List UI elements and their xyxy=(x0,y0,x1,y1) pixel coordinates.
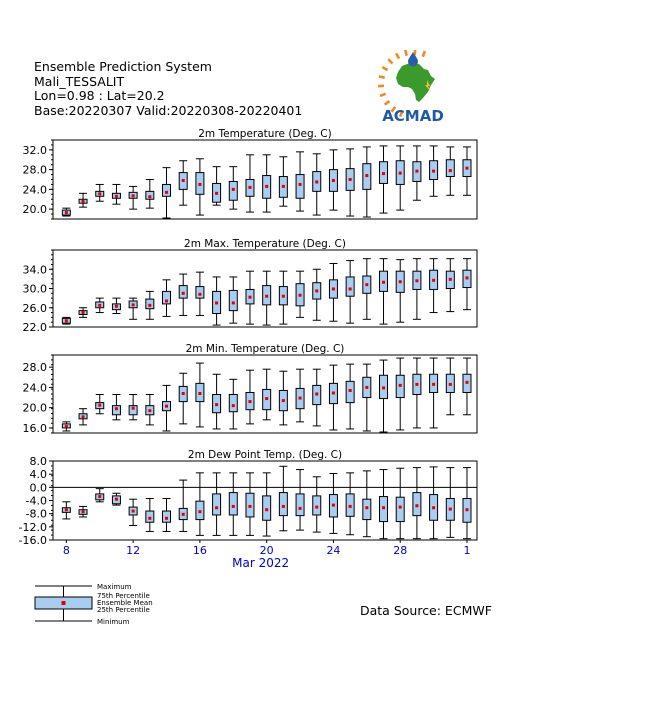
iqr-box xyxy=(296,175,304,199)
mean-marker xyxy=(315,180,318,183)
header-line-station: Mali_TESSALIT xyxy=(34,73,125,89)
y-tick-label: -8.0 xyxy=(25,507,47,521)
mean-marker xyxy=(449,278,452,281)
mean-marker xyxy=(182,179,185,182)
mean-marker xyxy=(399,280,402,283)
mean-marker xyxy=(365,174,368,177)
iqr-box xyxy=(346,277,354,296)
x-tick-label: 28 xyxy=(393,544,408,557)
x-tick-label: 1 xyxy=(463,544,471,557)
mean-marker xyxy=(232,505,235,508)
x-axis xyxy=(63,540,471,570)
panel-title: 2m Dew Point Temp. (Deg. C) xyxy=(187,449,343,461)
mean-marker xyxy=(349,505,352,508)
mean-marker xyxy=(148,517,151,520)
mean-marker xyxy=(198,392,201,395)
mean-marker xyxy=(65,319,68,322)
mean-marker xyxy=(399,506,402,509)
mean-marker xyxy=(248,505,251,508)
chart-panel-2 xyxy=(23,238,478,334)
mean-marker xyxy=(349,287,352,290)
mean-marker xyxy=(282,505,285,508)
legend-label-p75: 75th Percentile xyxy=(97,592,150,600)
y-tick-label: -16.0 xyxy=(18,534,47,547)
mean-marker xyxy=(332,179,335,182)
iqr-box xyxy=(229,290,237,310)
y-tick-label: -4.0 xyxy=(25,494,47,508)
mean-marker xyxy=(432,506,435,509)
panel-title: 2m Min. Temperature (Deg. C) xyxy=(185,343,345,355)
mean-marker xyxy=(82,200,85,203)
chart-panel-3 xyxy=(23,343,478,435)
x-tick-label: 16 xyxy=(192,544,207,557)
mean-marker xyxy=(265,295,268,298)
mean-marker xyxy=(65,211,68,214)
mean-marker xyxy=(265,185,268,188)
x-tick-label: 8 xyxy=(62,544,70,557)
legend-label-mean: Ensemble Mean xyxy=(97,599,153,607)
logo-text: ACMAD xyxy=(382,107,444,125)
mean-marker xyxy=(449,383,452,386)
mean-marker xyxy=(282,295,285,298)
mean-marker xyxy=(148,304,151,307)
iqr-box xyxy=(363,499,371,519)
iqr-box xyxy=(196,287,204,299)
mean-marker xyxy=(115,195,118,198)
mean-marker xyxy=(248,296,251,299)
mean-marker xyxy=(82,415,85,418)
mean-marker xyxy=(215,192,218,195)
y-tick-label: 30.0 xyxy=(22,282,47,296)
mean-marker xyxy=(132,194,135,197)
mean-marker xyxy=(232,404,235,407)
mean-marker xyxy=(198,183,201,186)
mean-marker xyxy=(332,391,335,394)
chart-panel-4 xyxy=(19,449,477,547)
y-tick-label: 26.0 xyxy=(22,301,47,315)
mean-marker xyxy=(265,397,268,400)
mean-marker xyxy=(315,289,318,292)
mean-marker xyxy=(248,400,251,403)
mean-marker xyxy=(148,409,151,412)
iqr-box xyxy=(396,497,404,521)
mean-marker xyxy=(382,506,385,509)
iqr-box xyxy=(346,381,354,402)
y-tick-label: 20.0 xyxy=(22,401,47,415)
mean-marker xyxy=(382,386,385,389)
legend-mean-dot xyxy=(62,601,66,605)
mean-marker xyxy=(98,192,101,195)
legend-label-maximum: Maximum xyxy=(97,583,132,591)
mean-marker xyxy=(365,386,368,389)
mean-marker xyxy=(82,510,85,513)
y-tick-label: 4.0 xyxy=(29,468,47,482)
mean-marker xyxy=(282,399,285,402)
mean-marker xyxy=(332,287,335,290)
mean-marker xyxy=(132,510,135,513)
mean-marker xyxy=(165,517,168,520)
mean-marker xyxy=(215,506,218,509)
mean-marker xyxy=(449,169,452,172)
mean-marker xyxy=(115,305,118,308)
mean-marker xyxy=(198,293,201,296)
mean-marker xyxy=(165,405,168,408)
mean-marker xyxy=(332,504,335,507)
chart-panel-1 xyxy=(23,128,478,219)
mean-marker xyxy=(132,303,135,306)
mean-marker xyxy=(182,392,185,395)
y-tick-label: 20.0 xyxy=(22,203,47,217)
mean-marker xyxy=(215,301,218,304)
y-tick-label: 32.0 xyxy=(22,143,47,157)
mean-marker xyxy=(182,292,185,295)
mean-marker xyxy=(232,301,235,304)
mean-marker xyxy=(299,507,302,510)
y-tick-label: 0.0 xyxy=(29,481,47,495)
iqr-box xyxy=(229,493,237,515)
iqr-box xyxy=(279,493,287,516)
iqr-box xyxy=(163,184,171,196)
mean-marker xyxy=(65,508,68,511)
y-tick-label: 34.0 xyxy=(22,263,47,277)
mean-marker xyxy=(265,508,268,511)
mean-marker xyxy=(365,283,368,286)
y-tick-label: 28.0 xyxy=(22,361,47,375)
mean-marker xyxy=(165,191,168,194)
iqr-box xyxy=(446,160,454,177)
mean-marker xyxy=(182,513,185,516)
mean-marker xyxy=(399,172,402,175)
month-label: Mar 2022 xyxy=(232,556,290,570)
iqr-box xyxy=(229,395,237,412)
mean-marker xyxy=(215,403,218,406)
mean-marker xyxy=(198,510,201,513)
iqr-box xyxy=(163,511,171,522)
mean-marker xyxy=(299,183,302,186)
mean-marker xyxy=(382,281,385,284)
mean-marker xyxy=(382,172,385,175)
header-line-coords: Lon=0.98 : Lat=20.2 xyxy=(34,88,165,104)
iqr-box xyxy=(313,496,321,515)
y-tick-label: 24.0 xyxy=(22,183,47,197)
mean-marker xyxy=(465,167,468,170)
legend-label-minimum: Minimum xyxy=(97,618,130,626)
mean-marker xyxy=(432,383,435,386)
chart-legend xyxy=(30,580,230,630)
panel-title: 2m Temperature (Deg. C) xyxy=(198,128,332,140)
mean-marker xyxy=(315,506,318,509)
mean-marker xyxy=(248,186,251,189)
mean-marker xyxy=(65,425,68,428)
mean-marker xyxy=(432,170,435,173)
mean-marker xyxy=(449,508,452,511)
mean-marker xyxy=(415,383,418,386)
mean-marker xyxy=(415,504,418,507)
y-tick-label: 8.0 xyxy=(29,455,47,468)
y-tick-label: -12.0 xyxy=(18,520,47,534)
x-tick-label: 20 xyxy=(259,544,274,557)
y-tick-label: 24.0 xyxy=(22,381,47,395)
iqr-box xyxy=(146,511,154,522)
mean-marker xyxy=(399,384,402,387)
mean-marker xyxy=(232,188,235,191)
mean-marker xyxy=(282,185,285,188)
data-source-label: Data Source: ECMWF xyxy=(360,603,492,618)
iqr-box xyxy=(296,494,304,516)
mean-marker xyxy=(465,276,468,279)
mean-marker xyxy=(349,389,352,392)
mean-marker xyxy=(98,404,101,407)
x-tick-label: 24 xyxy=(326,544,341,557)
mean-marker xyxy=(465,508,468,511)
mean-marker xyxy=(465,381,468,384)
panel-title: 2m Max. Temperature (Deg. C) xyxy=(184,238,346,250)
mean-marker xyxy=(115,407,118,410)
mean-marker xyxy=(415,279,418,282)
header-line-dates: Base:20220307 Valid:20220308-20220401 xyxy=(34,102,303,118)
mean-marker xyxy=(98,495,101,498)
mean-marker xyxy=(365,506,368,509)
x-tick-label: 12 xyxy=(126,544,141,557)
mean-marker xyxy=(432,279,435,282)
mean-marker xyxy=(299,397,302,400)
mean-marker xyxy=(165,300,168,303)
iqr-box xyxy=(213,494,221,515)
legend-label-p25: 25th Percentile xyxy=(97,606,150,614)
iqr-box xyxy=(263,496,271,520)
mean-marker xyxy=(82,311,85,314)
mean-marker xyxy=(98,304,101,307)
header-line-system: Ensemble Prediction System xyxy=(34,59,212,74)
y-tick-label: 28.0 xyxy=(22,163,47,177)
mean-marker xyxy=(148,195,151,198)
iqr-box xyxy=(413,493,421,516)
y-tick-label: 16.0 xyxy=(22,421,47,435)
mean-marker xyxy=(132,407,135,410)
y-tick-label: 22.0 xyxy=(22,321,47,334)
mean-marker xyxy=(415,170,418,173)
iqr-box xyxy=(112,406,120,415)
mean-marker xyxy=(315,393,318,396)
mean-marker xyxy=(115,498,118,501)
mean-marker xyxy=(299,294,302,297)
mean-marker xyxy=(349,178,352,181)
